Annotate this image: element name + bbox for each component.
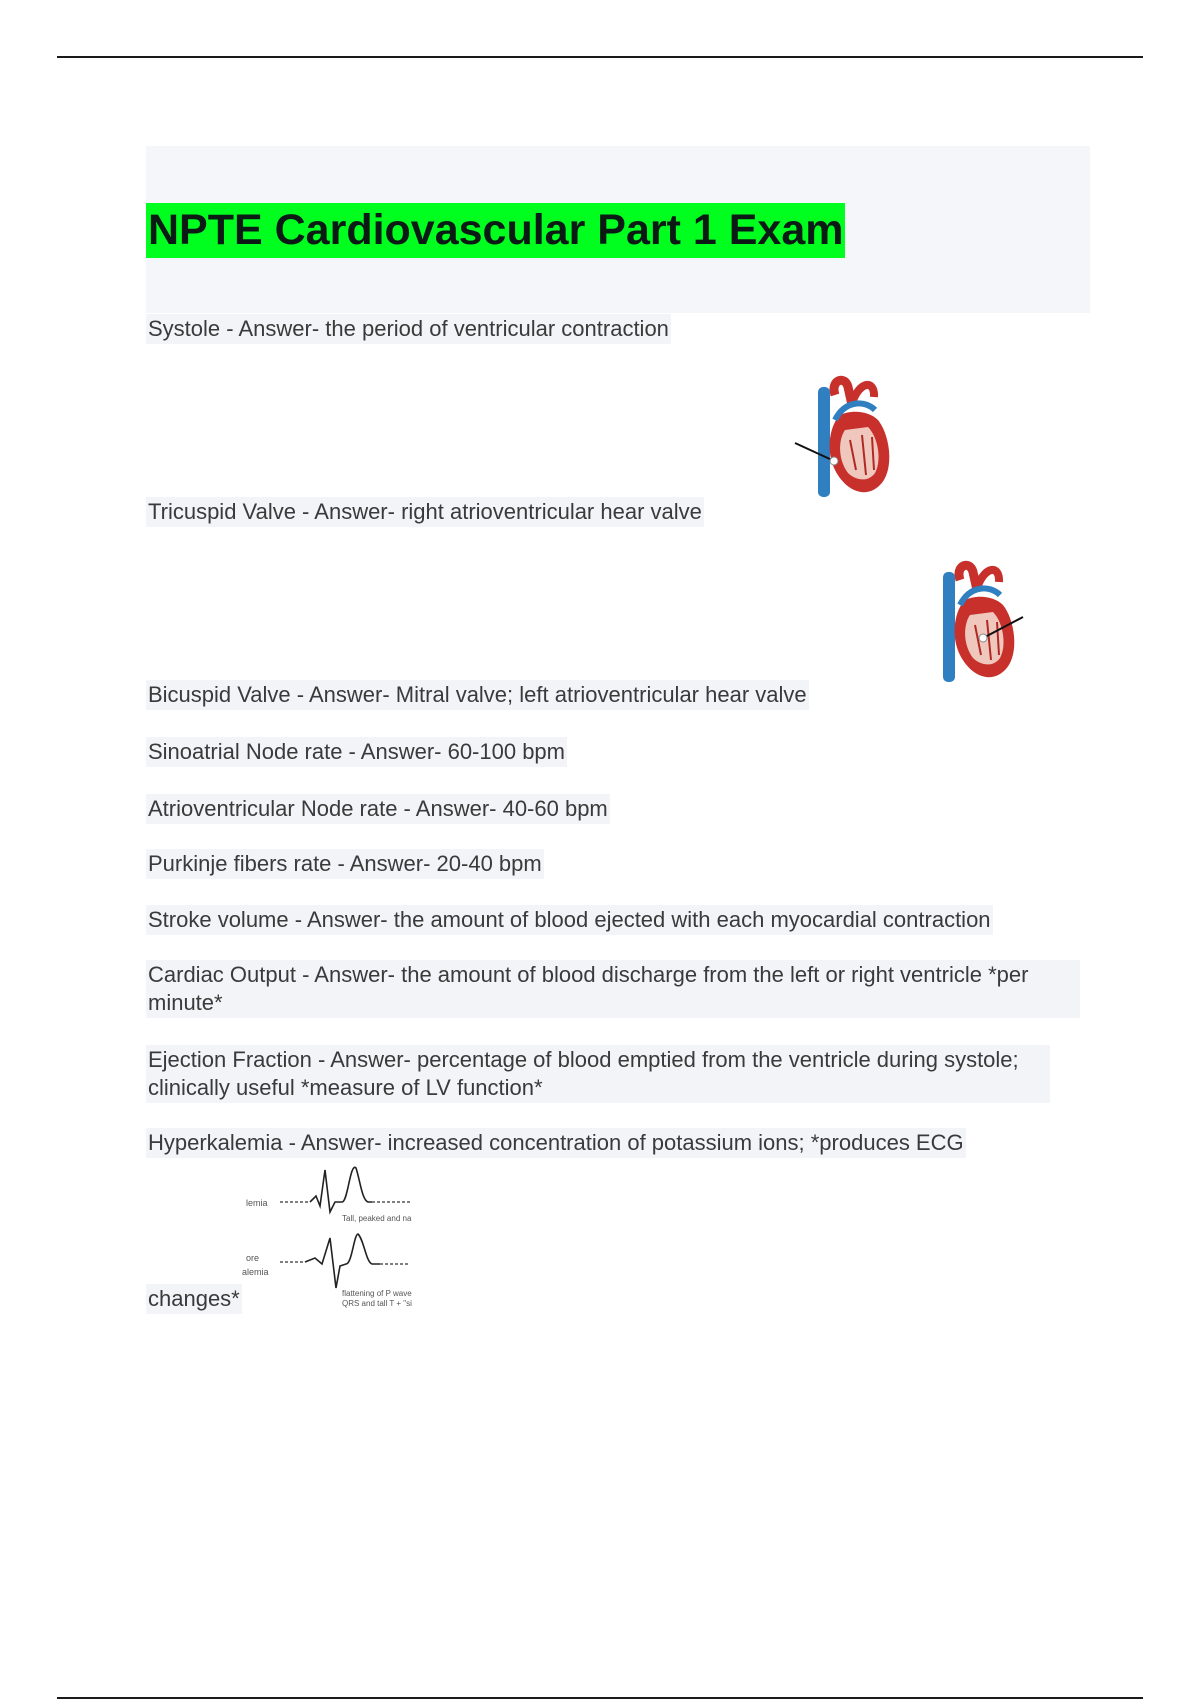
item-hyperkalemia: Hyperkalemia - Answer- increased concentration of potassium ions; *produces ECG	[146, 1128, 966, 1158]
item-systole: Systole - Answer- the period of ventricular contraction	[146, 314, 671, 344]
ecg-label-bottom-right-2: QRS and tall T + "si	[342, 1299, 412, 1308]
item-cardiac-output: Cardiac Output - Answer- the amount of blood discharge from the left or right ventricle *per minute*	[146, 960, 1080, 1018]
page-title: NPTE Cardiovascular Part 1 Exam	[146, 203, 845, 258]
item-purkinje-rate: Purkinje fibers rate - Answer- 20-40 bpm	[146, 849, 544, 879]
ecg-hyperkalemia-figure	[240, 1160, 440, 1315]
heart-diagram-tricuspid	[790, 375, 900, 505]
item-bicuspid-valve: Bicuspid Valve - Answer- Mitral valve; left atrioventricular hear valve	[146, 680, 809, 710]
ecg-label-top-left: lemia	[246, 1198, 268, 1208]
ecg-label-bottom-left-1: ore	[246, 1253, 260, 1263]
top-rule	[57, 56, 1143, 58]
item-sa-node-rate: Sinoatrial Node rate - Answer- 60-100 bpm	[146, 737, 567, 767]
item-av-node-rate: Atrioventricular Node rate - Answer- 40-60 bpm	[146, 794, 610, 824]
ecg-label-bottom-right-1: flattening of P wave	[342, 1289, 412, 1298]
item-hyperkalemia-continued: changes*	[146, 1284, 242, 1314]
ecg-label-top-right: Tall, peaked and na	[342, 1214, 412, 1223]
item-stroke-volume: Stroke volume - Answer- the amount of blood ejected with each myocardial contraction	[146, 905, 993, 935]
ecg-label-bottom-left-2: alemia	[242, 1267, 269, 1277]
item-tricuspid-valve: Tricuspid Valve - Answer- right atrioventricular hear valve	[146, 497, 704, 527]
heart-diagram-bicuspid	[915, 560, 1025, 690]
bottom-rule	[57, 1697, 1143, 1699]
item-ejection-fraction: Ejection Fraction - Answer- percentage of blood emptied from the ventricle during systole; clinically useful *measure of LV function*	[146, 1045, 1050, 1103]
